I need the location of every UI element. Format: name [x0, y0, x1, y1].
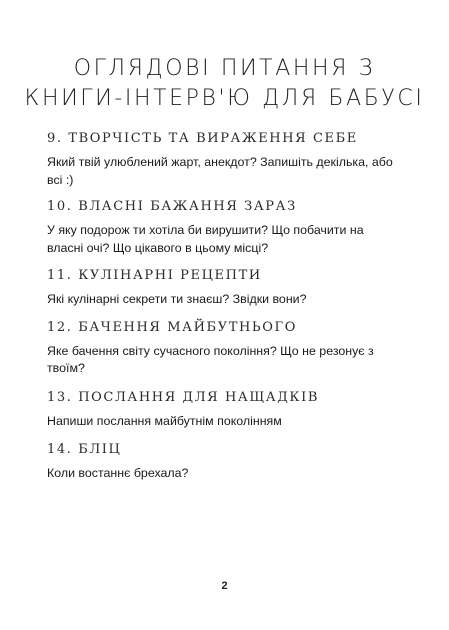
section-heading: 10. ВЛАСНІ БАЖАННЯ ЗАРАЗ [47, 199, 297, 214]
section-question [47, 154, 419, 189]
section-blitz [47, 442, 419, 483]
section-heading: 13. ПОСЛАННЯ ДЛЯ НАЩАДКІВ [47, 389, 319, 405]
question-sections [47, 131, 419, 483]
question-line: Який твій улюблений жарт, анекдот? Запишіть декілька, або [47, 155, 393, 169]
title-line-1: ОГЛЯДОВІ ПИТАННЯ З [73, 56, 376, 81]
section-heading: 14. БЛІЦ [47, 442, 122, 457]
title-line-2: КНИГИ-ІНТЕРВ'Ю ДЛЯ БАБУСІ [24, 86, 425, 111]
question-line: всі :) [47, 172, 74, 187]
question-line: Яке бачення світу сучасного покоління? Що не резонує з [47, 343, 374, 358]
section-heading: 9. ТВОРЧІСТЬ ТА ВИРАЖЕННЯ СЕБЕ [47, 131, 358, 146]
section-question [47, 413, 419, 431]
question-line: власні очі? Що цікавого в цьому місці? [47, 240, 269, 255]
question-line: твоїм? [47, 361, 85, 375]
question-line: Коли востаннє брехала? [47, 466, 189, 480]
section-question [47, 465, 419, 483]
section-question [47, 291, 419, 309]
section-question [47, 222, 419, 257]
section-wishes [47, 199, 419, 257]
section-heading: 12. БАЧЕННЯ МАЙБУТНЬОГО [47, 319, 297, 335]
question-line: Напиши послання майбутнім поколінням [47, 413, 282, 428]
section-recipes [47, 268, 419, 309]
question-line: У яку подорож ти хотіла би вирушити? Що побачити на [47, 223, 364, 237]
section-question [47, 343, 419, 378]
page-number: 2 [221, 580, 228, 592]
section-creativity [47, 131, 419, 189]
section-message [47, 390, 419, 431]
question-line: Які кулінарні секрети ти знаєш? Звідки вони? [47, 292, 307, 306]
section-heading: 11. КУЛІНАРНІ РЕЦЕПТИ [47, 268, 262, 283]
section-future-vision [47, 320, 419, 378]
page-title [20, 54, 429, 114]
